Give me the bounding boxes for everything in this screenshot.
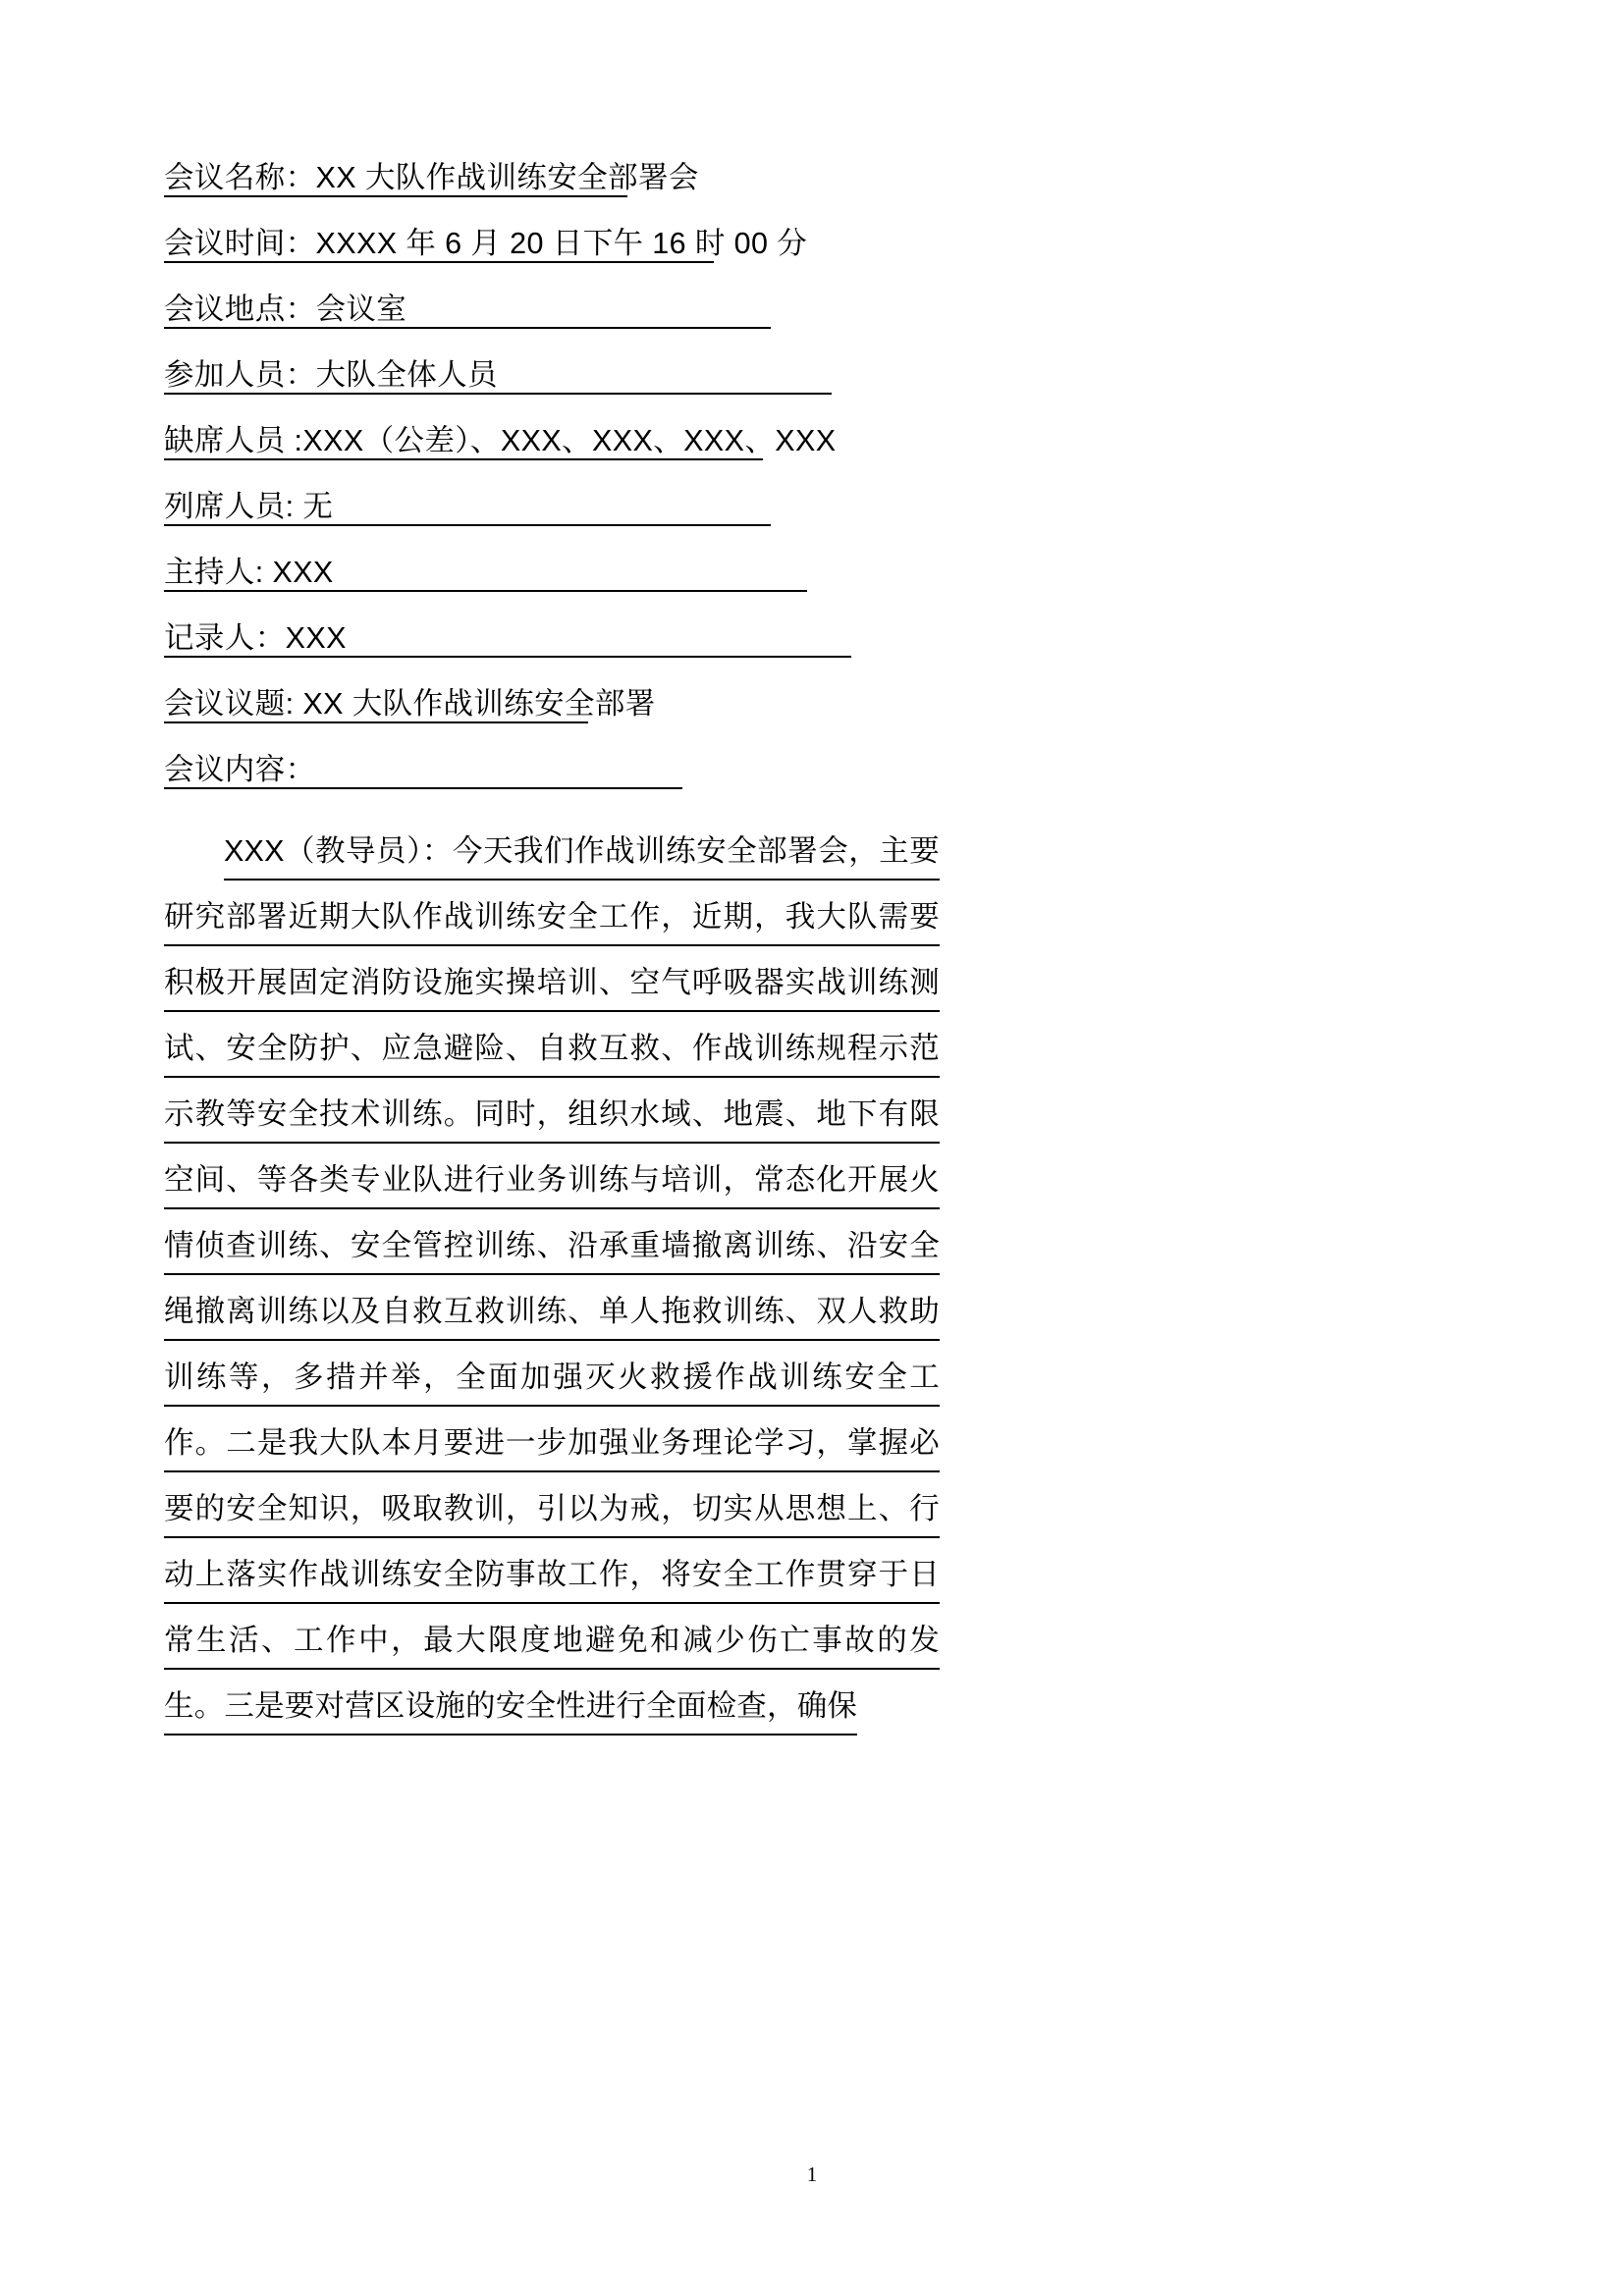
field-underline (164, 524, 771, 526)
meeting-content-paragraph (164, 819, 940, 1739)
page-number: 1 (806, 2163, 818, 2186)
field-topic (164, 671, 940, 737)
field-meeting-name-text: 会议名称：XX 大队作战训练安全部署会 (164, 161, 699, 194)
field-meeting-place (164, 277, 940, 343)
field-meeting-time (164, 211, 940, 277)
field-underline (164, 195, 627, 197)
field-attendees (164, 343, 940, 408)
field-observers (164, 474, 940, 540)
field-meeting-time-text: 会议时间：XXXX 年 6 月 20 日下午 16 时 00 分 (164, 227, 808, 260)
field-meeting-name (164, 145, 940, 211)
field-underline (164, 721, 588, 723)
field-content-label (164, 737, 940, 803)
field-recorder-text: 记录人：XXX (164, 621, 347, 655)
field-host (164, 540, 940, 606)
document-body (164, 145, 940, 1739)
field-recorder (164, 606, 940, 671)
field-underline (164, 787, 682, 789)
field-underline (164, 590, 807, 592)
field-meeting-place-text: 会议地点：会议室 (164, 293, 407, 326)
field-attendees-text: 参加人员：大队全体人员 (164, 358, 498, 392)
field-absentees-text: 缺席人员 :XXX（公差）、XXX、XXX、XXX、XXX (164, 424, 837, 457)
field-underline (164, 393, 832, 395)
field-host-text: 主持人: XXX (164, 556, 334, 589)
field-underline (164, 458, 763, 460)
field-observers-text: 列席人员: 无 (164, 490, 334, 523)
field-absentees (164, 408, 940, 474)
field-underline (164, 261, 714, 263)
field-content-label-text: 会议内容： (164, 753, 316, 786)
meeting-content-text: XXX（教导员）：今天我们作战训练安全部署会，主要研究部署近期大队作战训练安全工作，近期，我大队需要积极开展固定消防设施实操培训、空气呼吸器实战训练测试、安全防护、应急避险、自救互救、作战训练规程示范示教等安全技术训练。同时，组织水域、地震、地下有限空间、等各类专业队进行业务训练与培训，常态化开展火情侦查训练、安全管控训练、沿承重墙撤离训练、沿安全绳撤离训练以及自救互救训练、单人拖救训练、双人救助训练等，多措并举，全面加强灭火救援作战训练安全工作。二是我大队本月要进一步加强业务理论学习，掌握必要的安全知识，吸取教训，引以为戒，切实从思想上、行动上落实作战训练安全防事故工作，将安全工作贯穿于日常生活、工作中，最大限度地避免和减少伤亡事故的发生。三是要对营区设施的安全性进行全面检查，确保 (164, 834, 940, 1735)
field-underline (164, 327, 771, 329)
field-topic-text: 会议议题: XX 大队作战训练安全部署 (164, 687, 656, 721)
field-underline (164, 656, 851, 658)
